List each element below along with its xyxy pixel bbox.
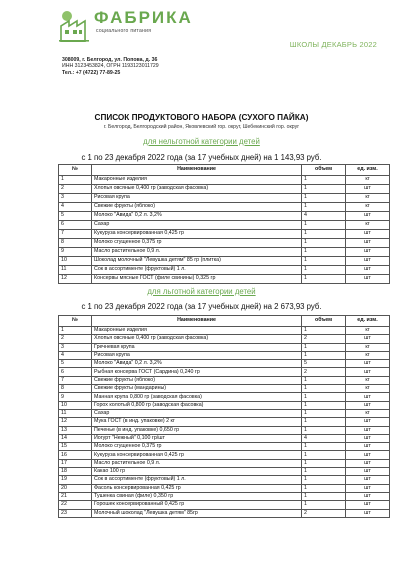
cell-name: Какао 100 гр bbox=[92, 468, 302, 476]
table-row bbox=[59, 327, 390, 335]
cell-volume: 1 bbox=[302, 221, 346, 230]
cell-volume: 1 bbox=[302, 185, 346, 194]
cell-unit: кг bbox=[346, 385, 390, 393]
cell-number: 18 bbox=[59, 468, 92, 476]
cell-unit: шт bbox=[346, 401, 390, 409]
cell-name: Мука ГОСТ (в инд. упаковке) 2 кг bbox=[92, 418, 302, 426]
table-row bbox=[59, 185, 390, 194]
cell-unit: шт bbox=[346, 434, 390, 442]
cell-name: Печенье (в инд. упаковке) 0,650 гр bbox=[92, 426, 302, 434]
factory-logo-icon bbox=[58, 8, 90, 42]
cell-unit: шт bbox=[346, 185, 390, 194]
cell-name: Рисовая крупа bbox=[92, 351, 302, 359]
product-table-benefit bbox=[58, 315, 390, 518]
section-period-benefit: с 1 по 23 декабря 2022 года (за 17 учебных дней) на 2 673,93 руб. bbox=[81, 302, 322, 311]
cell-unit: шт bbox=[346, 393, 390, 401]
cell-volume: 2 bbox=[302, 368, 346, 376]
table-row bbox=[59, 459, 390, 467]
document-subtitle: г. Белгород, Белгородский район, Яковлевский гор. округ, Шебекинский гор. округ bbox=[103, 124, 300, 130]
table-row bbox=[59, 443, 390, 451]
cell-number: 17 bbox=[59, 459, 92, 467]
cell-name: Кукуруза консервированная 0,425 гр bbox=[92, 451, 302, 459]
cell-name: Молоко "Авида" 0,2 л. 3,2% bbox=[92, 360, 302, 368]
table-row bbox=[59, 343, 390, 351]
cell-name: Кукуруза консервированная 0,425 гр bbox=[92, 230, 302, 239]
cell-number: 9 bbox=[59, 248, 92, 257]
cell-number: 19 bbox=[59, 476, 92, 484]
table-row bbox=[59, 194, 390, 203]
cell-unit: кг bbox=[346, 203, 390, 212]
table-row bbox=[59, 393, 390, 401]
cell-volume: 1 bbox=[302, 476, 346, 484]
cell-number: 12 bbox=[59, 275, 92, 284]
cell-number: 2 bbox=[59, 335, 92, 343]
cell-name: Масло растительное 0,9 л. bbox=[92, 248, 302, 257]
cell-volume: 4 bbox=[302, 434, 346, 442]
table-row bbox=[59, 230, 390, 239]
cell-number: 14 bbox=[59, 434, 92, 442]
schools-label: ШКОЛЫ ДЕКАБРЬ 2022 bbox=[289, 40, 377, 49]
cell-number: 5 bbox=[59, 212, 92, 221]
cell-name: Горошек консервированный 0,425 гр bbox=[92, 501, 302, 509]
cell-number: 23 bbox=[59, 509, 92, 517]
cell-name: Хлопья овсяные 0,400 гр (заводская фасовка) bbox=[92, 185, 302, 194]
cell-name: Консервы мясные ГОСТ (филе свинины) 0,325 гр bbox=[92, 275, 302, 284]
cell-number: 10 bbox=[59, 401, 92, 409]
cell-number: 7 bbox=[59, 230, 92, 239]
cell-number: 11 bbox=[59, 409, 92, 417]
cell-unit: шт bbox=[346, 212, 390, 221]
table-row bbox=[59, 426, 390, 434]
table-row bbox=[59, 451, 390, 459]
cell-volume: 1 bbox=[302, 501, 346, 509]
column-header-unit: ед. изм. bbox=[346, 165, 390, 176]
cell-name: Фасоль консервированная 0,425 гр bbox=[92, 484, 302, 492]
table-row bbox=[59, 509, 390, 517]
cell-volume: 1 bbox=[302, 343, 346, 351]
cell-volume: 1 bbox=[302, 275, 346, 284]
cell-volume: 1 bbox=[302, 385, 346, 393]
table-row bbox=[59, 484, 390, 492]
table-row bbox=[59, 351, 390, 359]
cell-name: Тушенка свиная (филе) 0,350 гр bbox=[92, 492, 302, 500]
cell-unit: кг bbox=[346, 409, 390, 417]
cell-number: 10 bbox=[59, 257, 92, 266]
cell-name: Молоко сгущенное 0,375 гр bbox=[92, 239, 302, 248]
cell-name: Молочный шоколад "Левушка детям" 85гр bbox=[92, 509, 302, 517]
cell-number: 9 bbox=[59, 393, 92, 401]
cell-name: Свежие фрукты (яблоко) bbox=[92, 376, 302, 384]
cell-unit: шт bbox=[346, 492, 390, 500]
cell-unit: шт bbox=[346, 266, 390, 275]
cell-name: Манная крупа 0,800 гр (заводская фасовка) bbox=[92, 393, 302, 401]
cell-volume: 1 bbox=[302, 257, 346, 266]
cell-name: Рыбная консерва ГОСТ (Сардина) 0,240 гр bbox=[92, 368, 302, 376]
table-row bbox=[59, 418, 390, 426]
table-row bbox=[59, 203, 390, 212]
table-row bbox=[59, 212, 390, 221]
table-row bbox=[59, 376, 390, 384]
cell-unit: шт bbox=[346, 426, 390, 434]
table-row bbox=[59, 248, 390, 257]
cell-name: Свежие фрукты (яблоко) bbox=[92, 203, 302, 212]
cell-volume: 2 bbox=[302, 509, 346, 517]
cell-name: Сок в ассортименте (фруктовый) 1 л. bbox=[92, 476, 302, 484]
cell-name: Йогурт "Нежный" 0,100 гр/шт bbox=[92, 434, 302, 442]
cell-volume: 1 bbox=[302, 484, 346, 492]
cell-number: 1 bbox=[59, 327, 92, 335]
cell-unit: шт bbox=[346, 476, 390, 484]
cell-volume: 1 bbox=[302, 468, 346, 476]
table-row bbox=[59, 335, 390, 343]
cell-volume: 4 bbox=[302, 212, 346, 221]
cell-volume: 1 bbox=[302, 409, 346, 417]
cell-volume: 1 bbox=[302, 203, 346, 212]
cell-volume: 1 bbox=[302, 194, 346, 203]
column-header-name: Наименование bbox=[92, 316, 302, 327]
cell-unit: кг bbox=[346, 221, 390, 230]
cell-name: Масло растительное 0,9 л. bbox=[92, 459, 302, 467]
table-row bbox=[59, 176, 390, 185]
cell-number: 2 bbox=[59, 185, 92, 194]
column-header-unit: ед. изм. bbox=[346, 316, 390, 327]
cell-name: Горох колотый 0,800 гр (заводская фасовка) bbox=[92, 401, 302, 409]
cell-volume: 1 bbox=[302, 451, 346, 459]
table-row bbox=[59, 401, 390, 409]
cell-name: Гречневая крупа bbox=[92, 343, 302, 351]
column-header-volume: объем bbox=[302, 165, 346, 176]
table-row bbox=[59, 360, 390, 368]
cell-volume: 1 bbox=[302, 426, 346, 434]
cell-unit: шт bbox=[346, 368, 390, 376]
cell-unit: кг bbox=[346, 376, 390, 384]
cell-unit: шт bbox=[346, 230, 390, 239]
cell-number: 6 bbox=[59, 368, 92, 376]
cell-name: Хлопья овсяные 0,400 гр (заводская фасовка) bbox=[92, 335, 302, 343]
table-row bbox=[59, 221, 390, 230]
table-row bbox=[59, 434, 390, 442]
cell-unit: кг bbox=[346, 327, 390, 335]
cell-volume: 1 bbox=[302, 459, 346, 467]
cell-number: 4 bbox=[59, 203, 92, 212]
cell-unit: шт bbox=[346, 418, 390, 426]
cell-unit: шт bbox=[346, 509, 390, 517]
column-header-number: № bbox=[59, 316, 92, 327]
cell-number: 6 bbox=[59, 221, 92, 230]
cell-name: Шоколад молочный "Левушка детям" 85 гр (плитка) bbox=[92, 257, 302, 266]
table-row bbox=[59, 501, 390, 509]
cell-volume: 5 bbox=[302, 360, 346, 368]
cell-number: 16 bbox=[59, 451, 92, 459]
letterhead bbox=[0, 0, 403, 90]
cell-number: 20 bbox=[59, 484, 92, 492]
cell-name: Сахар bbox=[92, 409, 302, 417]
cell-number: 15 bbox=[59, 443, 92, 451]
cell-number: 11 bbox=[59, 266, 92, 275]
table-row bbox=[59, 409, 390, 417]
cell-number: 4 bbox=[59, 351, 92, 359]
cell-number: 22 bbox=[59, 501, 92, 509]
cell-volume: 1 bbox=[302, 248, 346, 257]
table-header-row bbox=[59, 316, 390, 327]
cell-unit: кг bbox=[346, 194, 390, 203]
cell-name: Сахар bbox=[92, 221, 302, 230]
cell-number: 21 bbox=[59, 492, 92, 500]
cell-unit: шт bbox=[346, 248, 390, 257]
brand-subtitle: социального питания bbox=[96, 28, 152, 34]
cell-name: Сок в ассортименте (фруктовый) 1 л. bbox=[92, 266, 302, 275]
cell-number: 12 bbox=[59, 418, 92, 426]
cell-number: 8 bbox=[59, 239, 92, 248]
cell-unit: шт bbox=[346, 335, 390, 343]
cell-name: Макаронные изделия bbox=[92, 176, 302, 185]
cell-name: Макаронные изделия bbox=[92, 327, 302, 335]
cell-number: 8 bbox=[59, 385, 92, 393]
cell-unit: шт bbox=[346, 360, 390, 368]
cell-unit: шт bbox=[346, 257, 390, 266]
table-row bbox=[59, 275, 390, 284]
cell-number: 7 bbox=[59, 376, 92, 384]
cell-volume: 1 bbox=[302, 401, 346, 409]
cell-volume: 1 bbox=[302, 351, 346, 359]
table-row bbox=[59, 476, 390, 484]
table-header-row bbox=[59, 165, 390, 176]
cell-name: Рисовая крупа bbox=[92, 194, 302, 203]
table-row bbox=[59, 239, 390, 248]
cell-volume: 1 bbox=[302, 239, 346, 248]
cell-volume: 1 bbox=[302, 266, 346, 275]
document-title: СПИСОК ПРОДУКТОВОГО НАБОРА (СУХОГО ПАЙКА) bbox=[94, 113, 309, 122]
cell-number: 3 bbox=[59, 194, 92, 203]
section-heading-nonbenefit: для нельготной категории детей bbox=[143, 137, 260, 146]
cell-unit: кг bbox=[346, 351, 390, 359]
column-header-name: Наименование bbox=[92, 165, 302, 176]
cell-name: Молоко сгущенное 0,375 гр bbox=[92, 443, 302, 451]
cell-name: Свежие фрукты (мандарины) bbox=[92, 385, 302, 393]
cell-volume: 1 bbox=[302, 393, 346, 401]
column-header-number: № bbox=[59, 165, 92, 176]
cell-number: 1 bbox=[59, 176, 92, 185]
address-line: 308009, г. Белгород, ул. Попова, д. 36 bbox=[62, 57, 158, 63]
cell-unit: шт bbox=[346, 484, 390, 492]
cell-number: 5 bbox=[59, 360, 92, 368]
table-row bbox=[59, 385, 390, 393]
table-row bbox=[59, 368, 390, 376]
table-row bbox=[59, 266, 390, 275]
cell-unit: шт bbox=[346, 443, 390, 451]
table-row bbox=[59, 257, 390, 266]
cell-volume: 1 bbox=[302, 176, 346, 185]
phone-line: Тел.: +7 (4722) 77-89-25 bbox=[62, 69, 121, 76]
cell-unit: шт bbox=[346, 239, 390, 248]
cell-name: Молоко "Авида" 0,2 л. 3,2% bbox=[92, 212, 302, 221]
section-period-nonbenefit: с 1 по 23 декабря 2022 года (за 17 учебных дней) на 1 143,93 руб. bbox=[81, 153, 322, 162]
cell-number: 3 bbox=[59, 343, 92, 351]
registration-line: ИНН 3123453824, ОГРН 1193123011729 bbox=[62, 63, 159, 70]
section-heading-benefit: для льготной категории детей bbox=[147, 287, 256, 296]
cell-number: 13 bbox=[59, 426, 92, 434]
cell-unit: кг bbox=[346, 176, 390, 185]
product-table-nonbenefit bbox=[58, 164, 390, 284]
column-header-volume: объем bbox=[302, 316, 346, 327]
cell-volume: 2 bbox=[302, 335, 346, 343]
cell-volume: 1 bbox=[302, 443, 346, 451]
cell-unit: шт bbox=[346, 468, 390, 476]
company-address bbox=[62, 57, 159, 76]
cell-volume: 1 bbox=[302, 492, 346, 500]
cell-volume: 1 bbox=[302, 327, 346, 335]
table-row bbox=[59, 468, 390, 476]
cell-unit: шт bbox=[346, 451, 390, 459]
cell-volume: 1 bbox=[302, 376, 346, 384]
cell-volume: 1 bbox=[302, 230, 346, 239]
table-row bbox=[59, 492, 390, 500]
cell-volume: 1 bbox=[302, 418, 346, 426]
cell-unit: шт bbox=[346, 459, 390, 467]
cell-unit: кг bbox=[346, 343, 390, 351]
cell-unit: шт bbox=[346, 275, 390, 284]
brand-name: ФАБРИКА bbox=[94, 8, 193, 27]
cell-unit: шт bbox=[346, 501, 390, 509]
